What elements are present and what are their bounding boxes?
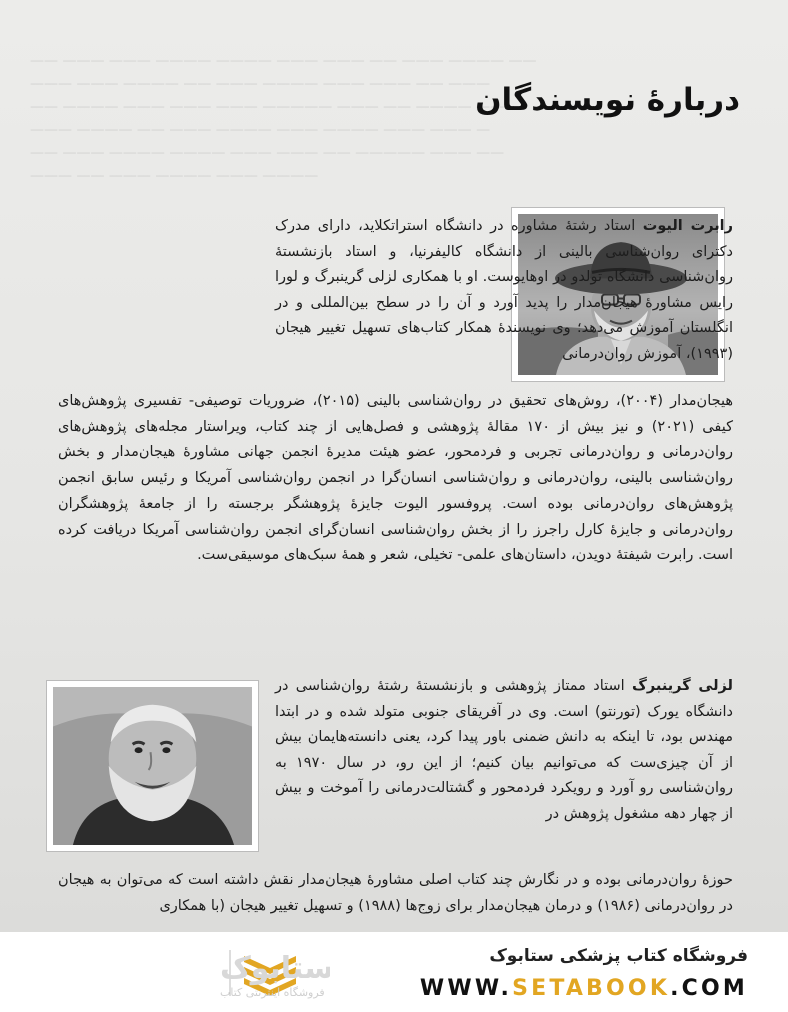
store-url-link[interactable] bbox=[420, 976, 748, 1001]
leslie-greenberg-bio-continuation: حوزهٔ روان‌درمانی بوده و در نگارش چند کتاب اصلی مشاورهٔ هیجان‌مدار نقش داشته است که می‌توان به هیجان در روان‌درمانی (۱۹۸۶) و درمان هیجان‌مدار برای زوج‌ها (۱۹۸۸) و تسهیل تغییر هیجان (با همکاری bbox=[58, 872, 733, 914]
store-footer-banner bbox=[0, 932, 788, 1012]
setabook-logo[interactable] bbox=[30, 940, 330, 1004]
author-name-robert-elliott: رابرت الیوت bbox=[642, 218, 733, 234]
robert-elliott-bio-intro bbox=[275, 214, 733, 367]
logo-tagline: فروشگاه اینترنتی کتاب bbox=[220, 986, 325, 999]
author-name-leslie-greenberg: لزلی گرینبرگ bbox=[632, 678, 734, 694]
store-name: فروشگاه کتاب پزشکی ستابوک bbox=[489, 946, 748, 966]
robert-elliott-bio-continuation: هیجان‌مدار (۲۰۰۴)، روش‌های تحقیق در روان‌شناسی بالینی (۲۰۱۵)، ضروریات توصیفی- تفسیری پژوهش‌های کیفی (۲۰۲۱) و نیز بیش از ۱۷۰ مقالهٔ پژوهشی و فصل‌هایی از چند کتاب، ویراستار مجله‌های پژوهش‌های روان‌درمانی و روان‌درمانی تجربی و فردمحور، عضو هیئت مدیرهٔ انجمن جهانی مشاورهٔ هیجان‌مدار و بخش روان‌شناسی بالینی، روان‌درمانی و روان‌شناسی انسان‌گرا در انجمن روان‌شناسی آمریکا و رئیس سابق انجمن پژوهش‌های روان‌درمانی بوده است. پروفسور الیوت جایزهٔ پژوهشگر برجسته را از جامعهٔ پژوهشگران روان‌درمانی و جایزهٔ کارل راجرز را از بخش روان‌شناسی انسان‌گرای انجمن روان‌شناسی آمریکا دریافت کرده است. رابرت شیفتهٔ دویدن، داستان‌های علمی- تخیلی، شعر و همهٔ سبک‌های موسیقی‌ست. bbox=[58, 393, 734, 564]
robert-elliott-bio-text: استاد رشتهٔ مشاوره در دانشگاه استراتکلاید، دارای مدرک دکترای روان‌شناسی بالینی از دانشگاه کالیفرنیا، و استاد بازنشستهٔ روان‌شناسی دانشگاه تولدو در اوهایوست. او با همکاری لزلی گرینبرگ و لورا رایس مشاورهٔ هیجان‌مدار را پدید آورد و آن را در سطح بین‌المللی و در انگلستان آموزش می‌دهد؛ وی نویسندهٔ همکار کتاب‌های تسهیل تغییر هیجان (۱۹۹۳)، آموزش روان‌درمانی bbox=[275, 218, 733, 362]
url-suffix: .COM bbox=[670, 976, 748, 1001]
author-photo-leslie-greenberg bbox=[46, 680, 259, 852]
leslie-greenberg-bio-text: استاد ممتاز پژوهشی و بازنشستهٔ رشتهٔ روان‌شناسی در دانشگاه یورک (تورنتو) است. وی در آفریقای جنوبی متولد شده و در ابتدا مهندس بود، تا اینکه به دانش ضمنی باور پیدا کرد، یعنی دانسته‌هایمان بیش از آن چیزی‌ست که می‌توانیم بیان کنیم؛ از این رو، در سال ۱۹۷۰ به روان‌شناسی رو آورد و رویکرد فردمحور و گشتالت‌درمانی را آموخت و بیش از چهار دهه مشغول پژوهش در bbox=[275, 678, 734, 822]
section-heading: دربارهٔ نویسندگان bbox=[475, 82, 740, 118]
url-brand: SETABOOK bbox=[512, 976, 671, 1001]
url-prefix: WWW. bbox=[419, 976, 513, 1001]
logo-wordmark: ستابوک bbox=[220, 951, 330, 986]
leslie-greenberg-bio-intro bbox=[275, 674, 733, 828]
bleed-through-text: —— ——— ——— ———— ———— ——— ——— —— ——— ———— —— ——— ——— ———— —— ——— ———— ——— ——— —— ——— —— ———— ——— ——— ——— ————— ——— —— ———— —— ——— ———— —— ——— ———— ——— ———— ——— ——— — —— ——— ———— ———— ——— ——— —— ————— ——— —— ——— —— ——— ———— ——— ———— bbox=[30, 53, 537, 184]
